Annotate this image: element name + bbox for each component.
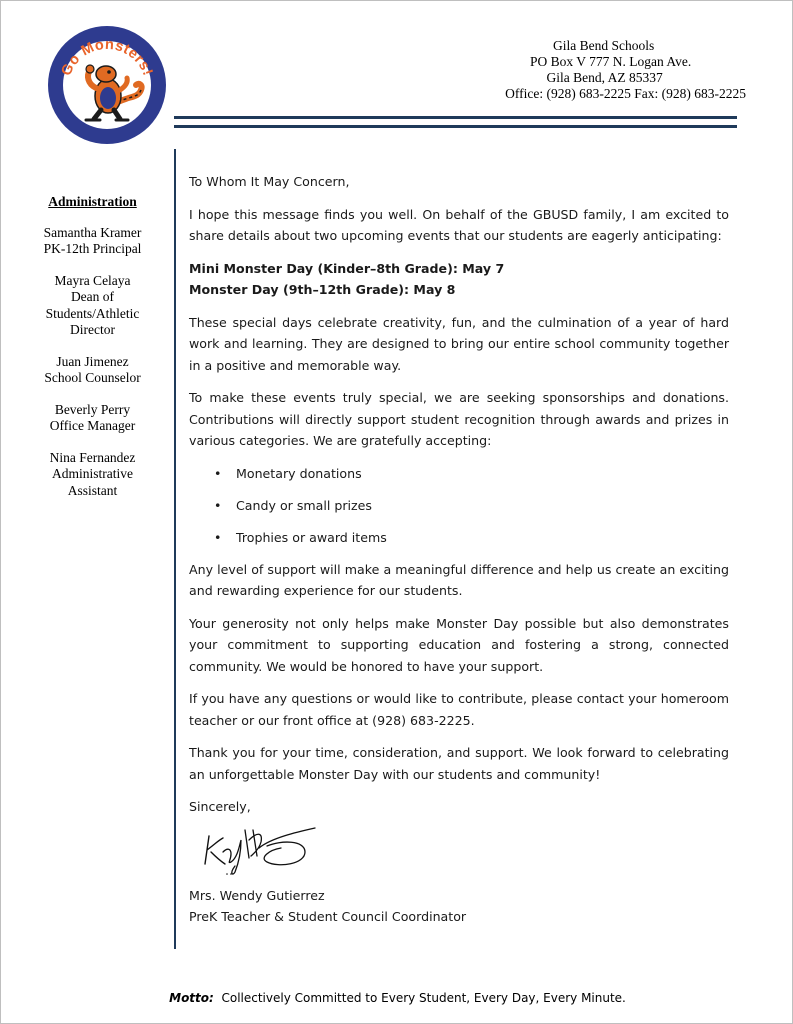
member-name: Beverly Perry	[54, 401, 131, 417]
event-list	[189, 258, 729, 301]
paragraph-contact: If you have any questions or would like to contribute, please contact your homeroom teacher or our front office at (928) 683-2225.	[189, 691, 729, 728]
letter-body	[189, 171, 729, 829]
motto-text: Collectively Committed to Every Student, Every Day, Every Minute.	[221, 991, 626, 1005]
event-monster-day: Monster Day (9th–12th Grade): May 8	[189, 282, 456, 297]
motto-label: Motto:	[169, 991, 214, 1005]
paragraph-support: Any level of support will make a meaningful difference and help us create an exciting and rewarding experience for our students.	[189, 561, 729, 598]
member-title: Director	[70, 322, 115, 337]
signer-name: Mrs. Wendy Gutierrez	[189, 888, 325, 903]
member-title: Administrative	[52, 466, 133, 481]
header-rule-bottom	[174, 125, 737, 128]
list-item: • Monetary donations	[236, 463, 729, 485]
signer-block	[189, 885, 466, 927]
member-title: Dean of	[70, 289, 115, 304]
member-name: Juan Jimenez	[56, 353, 129, 369]
school-logo	[46, 24, 168, 146]
event-mini-monster-day: Mini Monster Day (Kinder–8th Grade): May 7	[189, 260, 505, 276]
member-title: Office Manager	[49, 418, 136, 433]
member-title: Assistant	[67, 482, 118, 498]
paragraph-purpose: These special days celebrate creativity, fun, and the culmination of a year of hard work and learning. They are designed to bring our entire school community together in a positive and memorable way.	[189, 314, 729, 373]
list-item: • Trophies or award items	[236, 527, 729, 549]
school-name: Gila Bend Schools	[552, 38, 655, 53]
signer-title: PreK Teacher & Student Council Coordinator	[189, 909, 467, 924]
member-title: School Counselor	[44, 370, 141, 385]
administration-sidebar	[15, 194, 170, 514]
donation-list	[189, 463, 729, 549]
member-name: Nina Fernandez	[49, 449, 136, 465]
sidebar-divider	[174, 149, 176, 949]
paragraph-intro: I hope this message finds you well. On behalf of the GBUSD family, I am excited to share details about two upcoming events that our students are eagerly anticipating:	[189, 206, 729, 243]
member-title: Students/Athletic	[45, 305, 140, 321]
member-name: Mayra Celaya	[54, 272, 131, 288]
address-line-1: PO Box V 777 N. Logan Ave.	[529, 54, 692, 69]
admin-member	[15, 450, 170, 500]
paragraph-thanks: Thank you for your time, consideration, and support. We look forward to celebrating an unforgettable Monster Day with our students and community!	[189, 745, 729, 782]
member-name: Samantha Kramer	[43, 224, 142, 240]
list-item: • Candy or small prizes	[236, 495, 729, 517]
phone-fax-line: Office: (928) 683-2225 Fax: (928) 683-2225	[505, 86, 746, 101]
logo-text: Go Monsters!	[58, 36, 156, 79]
paragraph-sponsorship: To make these events truly special, we are seeking sponsorships and donations. Contributions will directly support student recognition through awards and prizes in various categories. We are gratefully accepting:	[189, 390, 729, 448]
footer-motto	[1, 991, 793, 1005]
handwritten-signature	[201, 818, 321, 878]
admin-member	[15, 225, 170, 258]
letterhead-address	[505, 38, 746, 102]
admin-member	[15, 354, 170, 387]
address-line-2: Gila Bend, AZ 85337	[546, 70, 663, 85]
header-rule-top	[174, 116, 737, 119]
admin-member	[15, 402, 170, 435]
paragraph-generosity: Your generosity not only helps make Monster Day possible but also demonstrates your commitment to supporting education and fostering a strong, connected community. We would be honored to have your support.	[189, 615, 729, 674]
admin-member	[15, 273, 170, 339]
greeting: To Whom It May Concern,	[189, 174, 350, 189]
member-title: PK-12th Principal	[43, 241, 142, 256]
administration-heading: Administration	[48, 194, 137, 209]
closing: Sincerely,	[189, 799, 251, 814]
